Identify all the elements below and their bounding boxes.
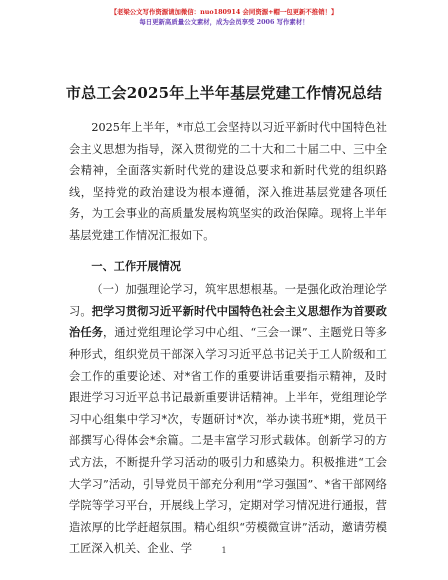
point-one-body: ，通过党组理论学习中心组、“三会一课”、主题党日等多种形式，组织党员干部深入学习习近平总书记关于工人阶级和工会工作的重要论述、对*省工作的重要讲话重要指示精神，及时跟进学习习近平总书记最新重要讲话精神。上半年，党组理论学习中心组集中学习*次，专题研讨*次，举办读书班*期，党员干部撰写心得体会*余篇。 xyxy=(69,326,387,448)
section-paragraph xyxy=(69,279,387,560)
promo-banner xyxy=(0,7,448,27)
promo-banner-line1: 【老梁公文写作资源请加微信：nuo180914 会同资源+帽一包更新不推销！】 xyxy=(110,8,338,16)
document-title: 市总工会2025年上半年基层党建工作情况总结 xyxy=(65,84,383,102)
emphasis-text: 把学习贯彻习近平新时代中国特色社会主义思想作为首要政治任务 xyxy=(69,303,387,340)
point-two-body: 二是丰富学习形式载体。创新学习的方式方法，不断提升学习活动的吸引力和感染力。积极推进“工会大学习”活动，引导党员干部充分利用“学习强国”、*省干部网络学院等学习平台，开展线上学习，定期对学习情况进行通报，营造浓厚的比学赶超氛围。精心组织“劳模微宣讲”活动，邀请劳模工匠深入机关、企业、学 xyxy=(69,434,387,556)
section-heading: 一、工作开展情况 xyxy=(91,258,181,273)
document-body xyxy=(69,117,387,560)
intro-paragraph: 2025年上半年，*市总工会坚持以习近平新时代中国特色社会主义思想为指导，深入贯彻党的二十大和二十届二中、三中全会精神，全面落实新时代党的建设总要求和新时代党的组织路线，坚持党的政治建设为根本遵循，深入推进基层党建各项任务，为工会事业的高质量发展构筑坚实的政治保障。现将上半年基层党建工作情况汇报如下。 xyxy=(69,121,387,242)
promo-banner-line2: 每日更新高质量公文素材，成为会员享受 2006 写作素材！ xyxy=(139,18,309,26)
page-number: 1 xyxy=(221,546,227,555)
point-one-lead: 一是强化政治理论学习。 xyxy=(69,283,387,318)
subsection-title: （一）加强理论学习，筑牢思想根基。 xyxy=(91,283,285,297)
